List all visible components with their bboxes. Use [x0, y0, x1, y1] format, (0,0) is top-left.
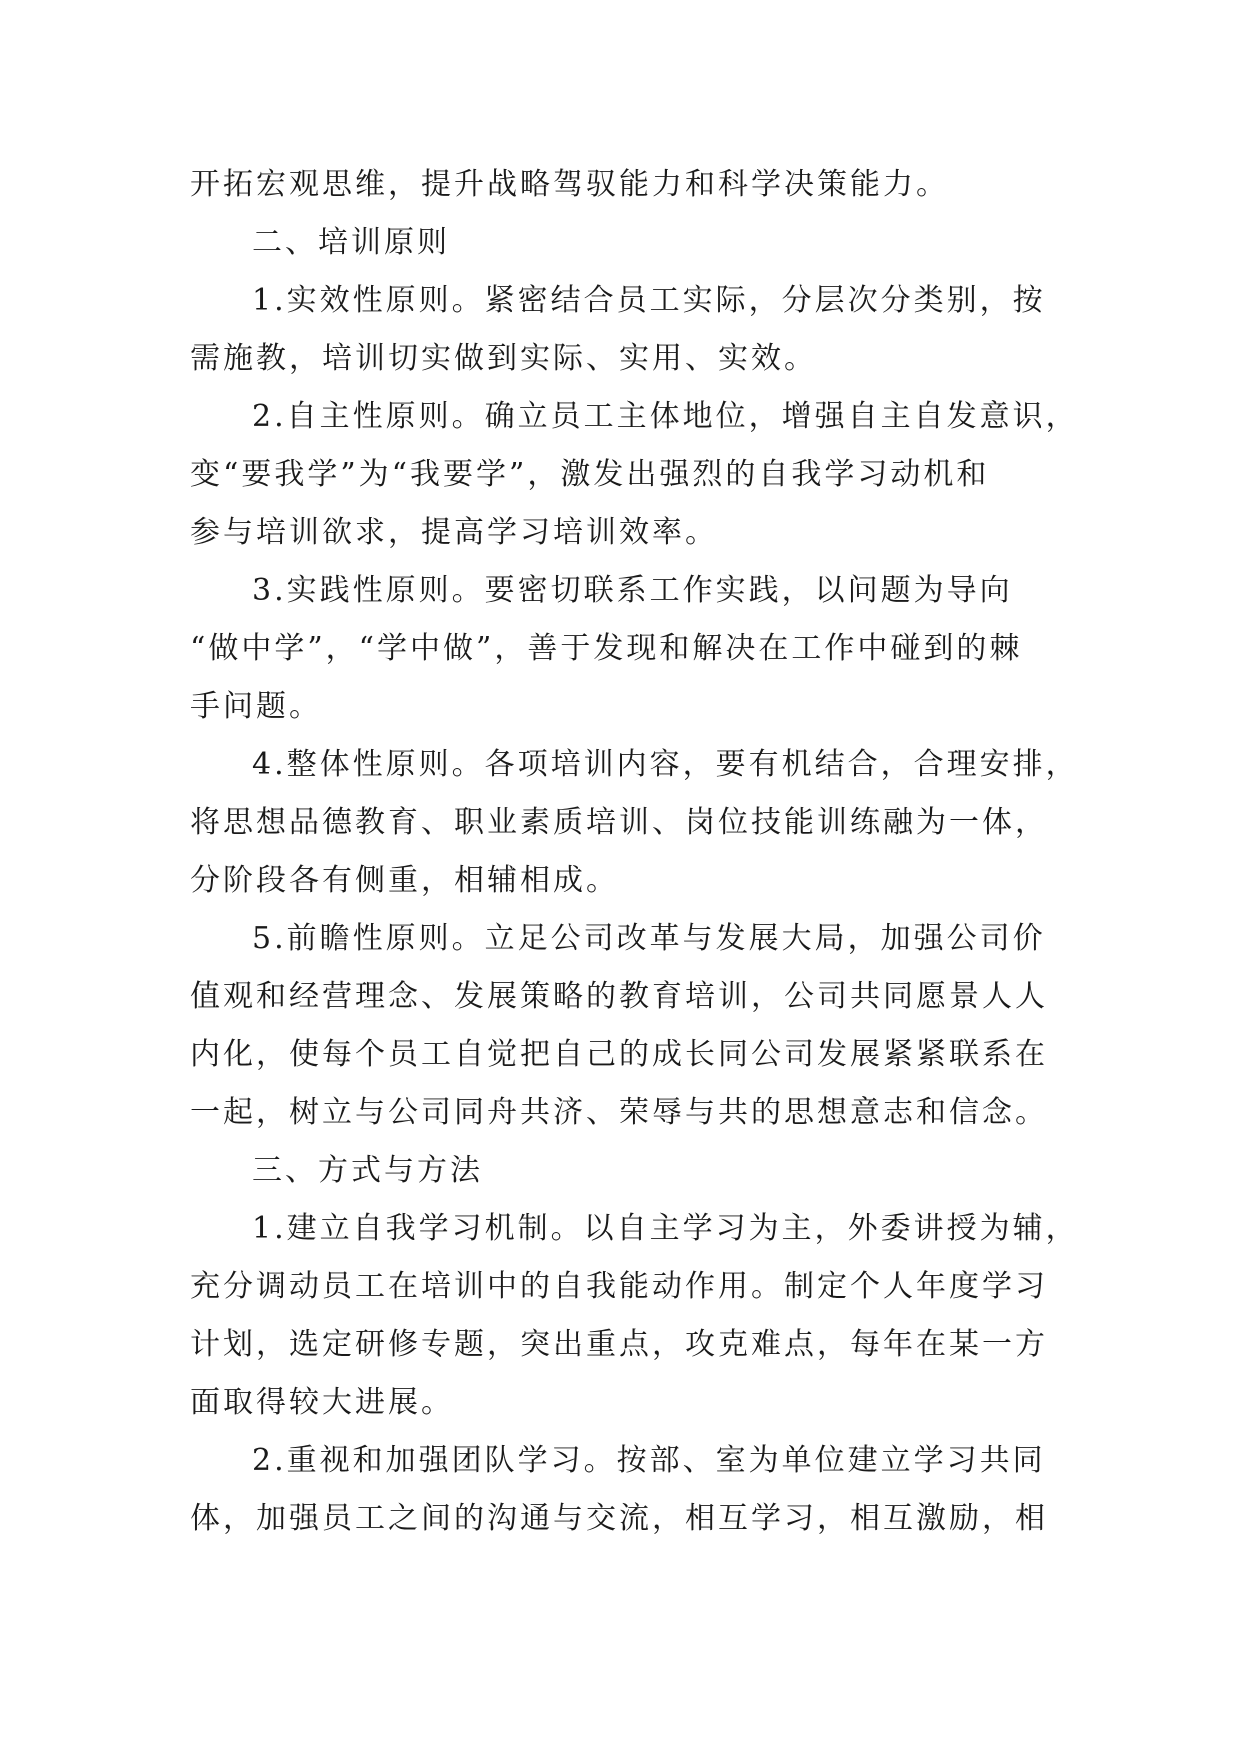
text-line: 2.自主性原则。确立员工主体地位，增强自主自发意识， — [252, 399, 1079, 434]
text-line: 面取得较大进展。 — [190, 1385, 454, 1420]
text-line: 1.建立自我学习机制。以自主学习为主，外委讲授为辅， — [252, 1211, 1079, 1246]
text-line: 参与培训欲求，提高学习培训效率。 — [190, 515, 718, 550]
section-heading: 二、培训原则 — [252, 225, 450, 260]
section-heading: 三、方式与方法 — [252, 1153, 483, 1188]
text-line: 3.实践性原则。要密切联系工作实践，以问题为导向 — [252, 573, 1013, 608]
text-line: 体，加强员工之间的沟通与交流，相互学习，相互激励，相 — [190, 1501, 1048, 1536]
text-line: 5.前瞻性原则。立足公司改革与发展大局，加强公司价 — [252, 921, 1046, 956]
text-line: 需施教，培训切实做到实际、实用、实效。 — [190, 341, 817, 376]
text-line: 将思想品德教育、职业素质培训、岗位技能训练融为一体， — [190, 805, 1048, 840]
text-line: 4.整体性原则。各项培训内容，要有机结合，合理安排， — [252, 747, 1079, 782]
text-line: 开拓宏观思维，提升战略驾驭能力和科学决策能力。 — [190, 167, 949, 202]
text-line: 内化，使每个员工自觉把自己的成长同公司发展紧紧联系在 — [190, 1037, 1048, 1072]
text-line: 一起，树立与公司同舟共济、荣辱与共的思想意志和信念。 — [190, 1095, 1048, 1130]
text-line: 1.实效性原则。紧密结合员工实际，分层次分类别，按 — [252, 283, 1046, 318]
text-line: 变“要我学”为“我要学”，激发出强烈的自我学习动机和 — [190, 457, 990, 492]
text-line: 值观和经营理念、发展策略的教育培训，公司共同愿景人人 — [190, 979, 1048, 1014]
text-line: 手问题。 — [190, 689, 322, 724]
text-line: “做中学”，“学中做”，善于发现和解决在工作中碰到的棘 — [190, 631, 1023, 666]
text-line: 2.重视和加强团队学习。按部、室为单位建立学习共同 — [252, 1443, 1046, 1478]
text-line: 计划，选定研修专题，突出重点，攻克难点，每年在某一方 — [190, 1327, 1048, 1362]
text-line: 分阶段各有侧重，相辅相成。 — [190, 863, 619, 898]
text-line: 充分调动员工在培训中的自我能动作用。制定个人年度学习 — [190, 1269, 1048, 1304]
